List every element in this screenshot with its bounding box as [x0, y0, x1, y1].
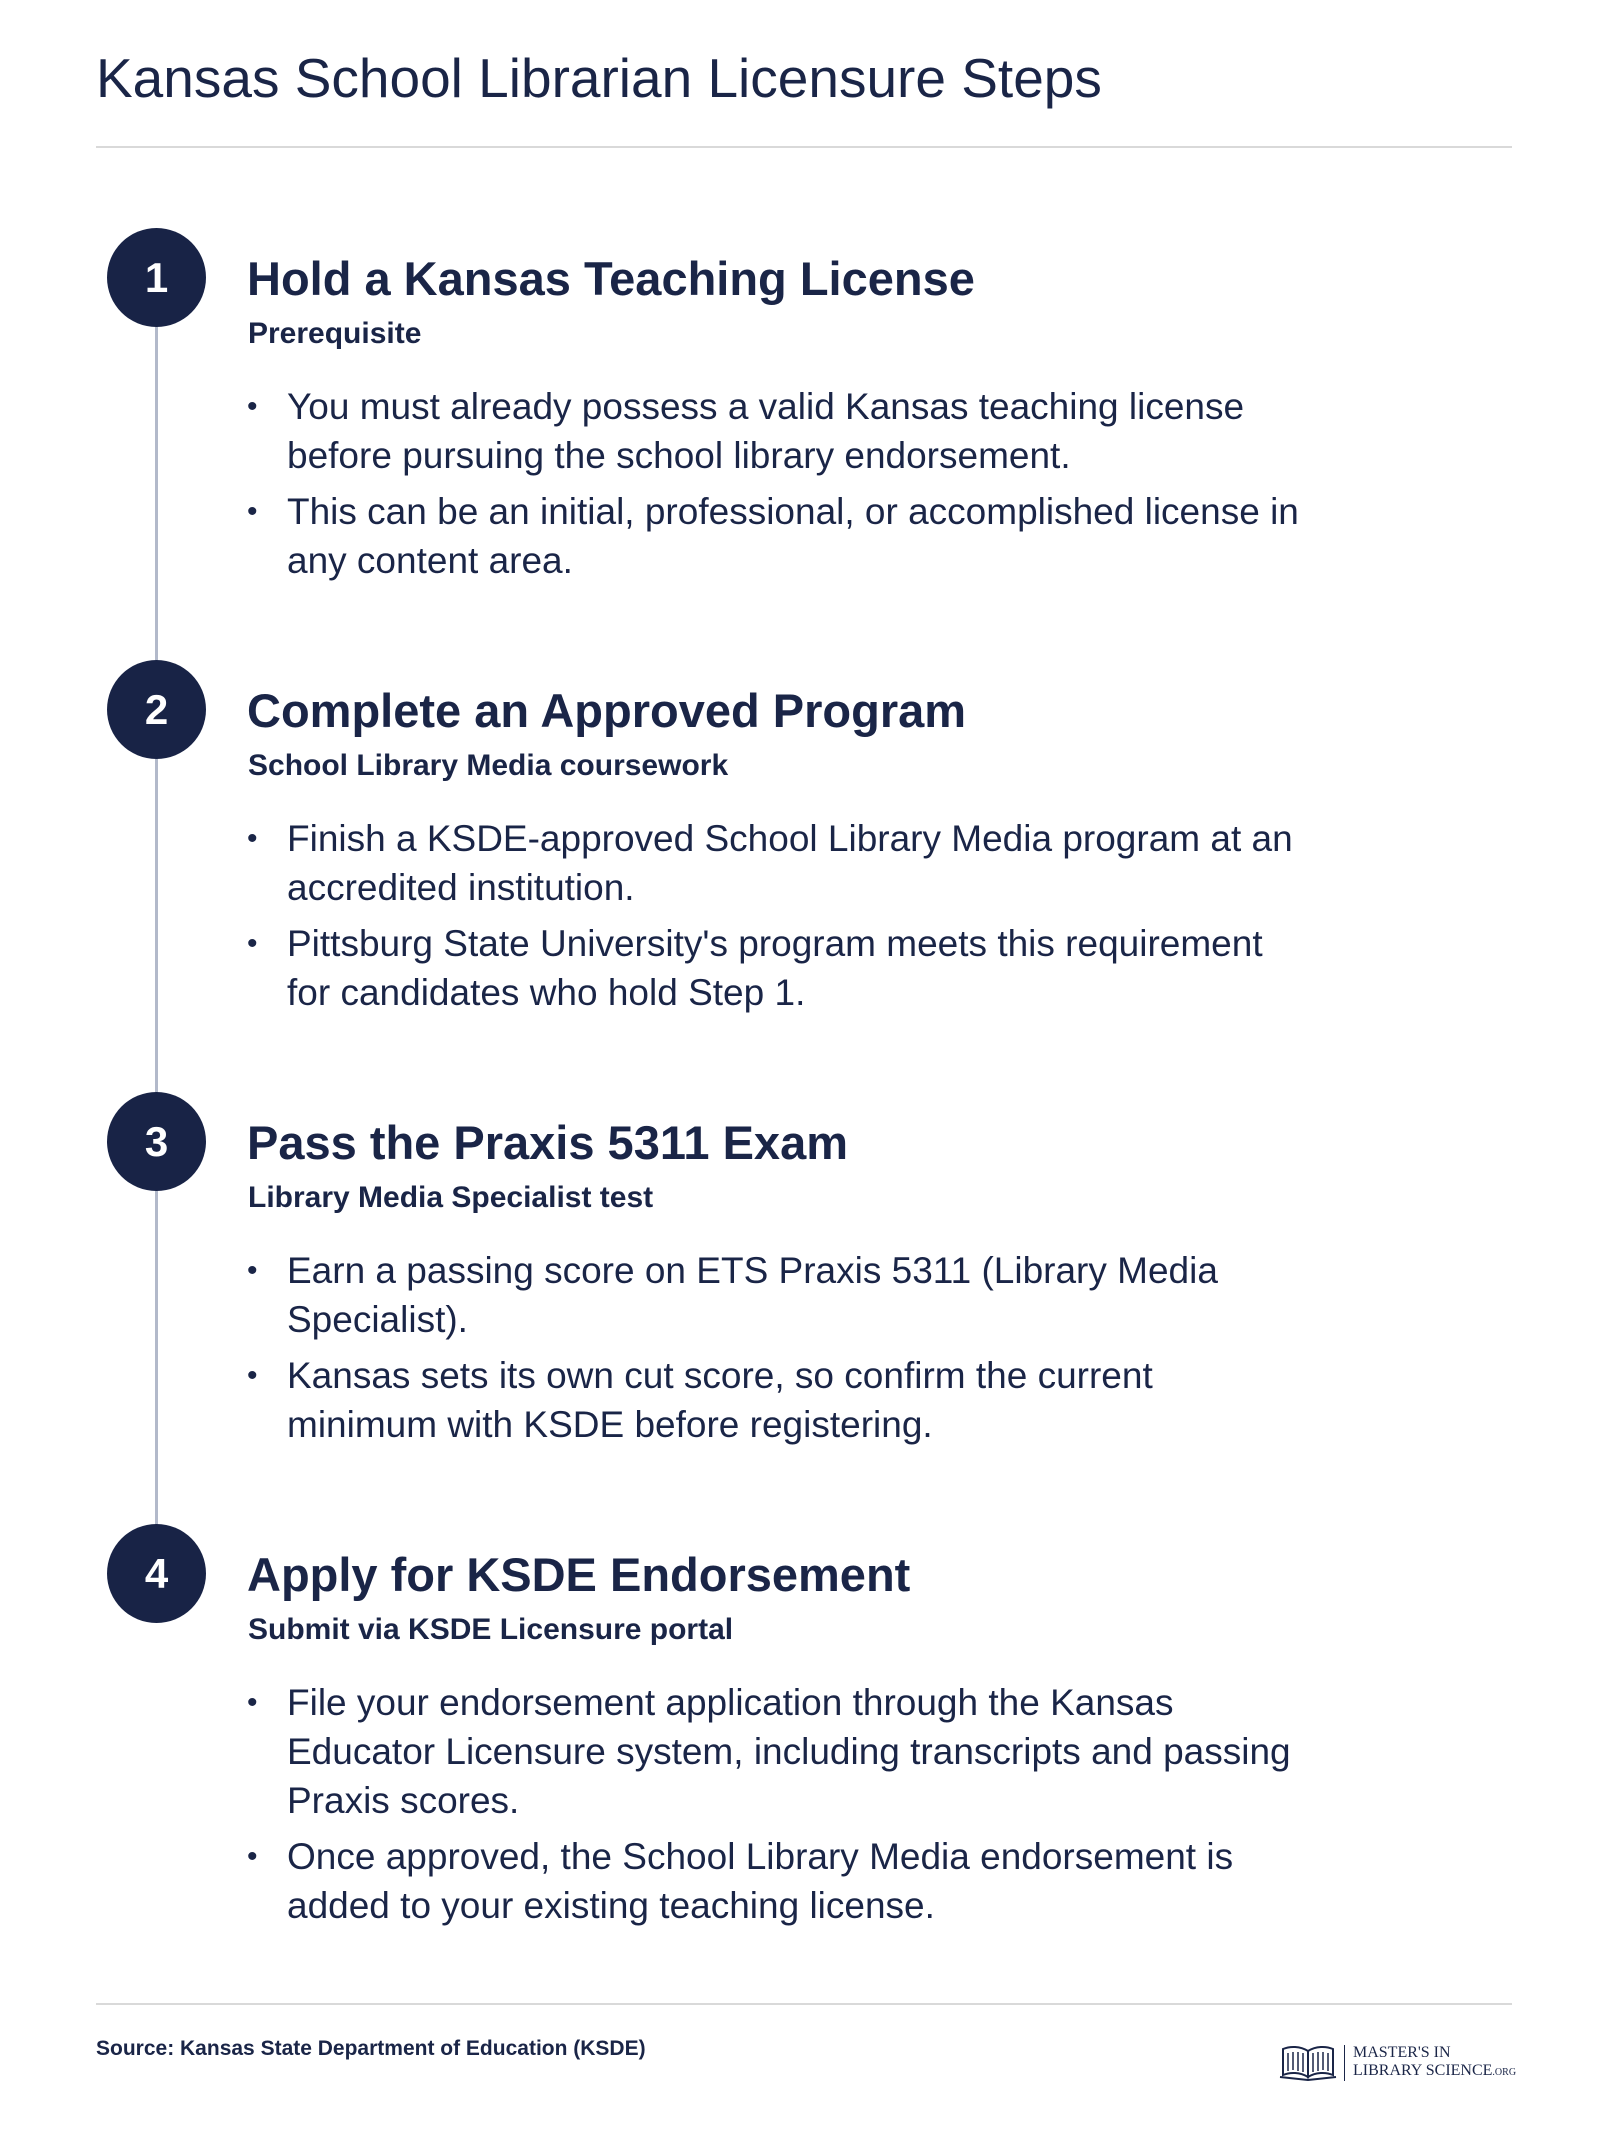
logo-wordmark: [1353, 2044, 1516, 2082]
step-number-badge: 2: [107, 660, 206, 759]
step-subtitle: School Library Media coursework: [248, 749, 729, 782]
logo-line-2-text: LIBRARY SCIENCE: [1353, 2062, 1493, 2079]
step-bullet-list: [247, 1246, 1307, 1456]
step-bullet-list: [247, 382, 1307, 592]
step-bullet: • Pittsburg State University's program meets this requirement for candidates who hold Step 1.: [247, 919, 1307, 1017]
page-title: Kansas School Librarian Licensure Steps: [96, 47, 1102, 109]
step-bullet: • Finish a KSDE-approved School Library Media program at an accredited institution.: [247, 814, 1307, 912]
step-bullet: • This can be an initial, professional, or accomplished license in any content area.: [247, 487, 1307, 585]
step-bullet: • Earn a passing score on ETS Praxis 5311 (Library Media Specialist).: [247, 1246, 1307, 1344]
step-subtitle: Prerequisite: [248, 317, 422, 350]
step-title: Complete an Approved Program: [247, 684, 967, 737]
footer-divider: [96, 2003, 1512, 2005]
step-bullet-list: [247, 814, 1307, 1024]
logo-divider: [1344, 2045, 1345, 2081]
logo-suffix: .ORG: [1492, 2067, 1517, 2078]
step-title: Apply for KSDE Endorsement: [247, 1548, 911, 1601]
logo-line-2: [1353, 2062, 1516, 2082]
logo-line-1: MASTER'S IN: [1353, 2044, 1451, 2061]
timeline-connector: [155, 278, 158, 1578]
site-logo: [1278, 2041, 1516, 2085]
step-subtitle: Submit via KSDE Licensure portal: [248, 1613, 734, 1646]
header-divider: [96, 146, 1512, 148]
source-citation: Source: Kansas State Department of Education (KSDE): [96, 2037, 646, 2060]
open-book-icon: [1278, 2041, 1338, 2086]
step-title: Pass the Praxis 5311 Exam: [247, 1116, 848, 1169]
step-number-badge: 4: [107, 1524, 206, 1623]
step-bullet: • Once approved, the School Library Media endorsement is added to your existing teaching license.: [247, 1832, 1307, 1930]
step-bullet-list: [247, 1678, 1307, 1937]
step-title: Hold a Kansas Teaching License: [247, 252, 975, 305]
step-bullet: • You must already possess a valid Kansas teaching license before pursuing the school library endorsement.: [247, 382, 1307, 480]
step-subtitle: Library Media Specialist test: [248, 1181, 654, 1214]
step-number-badge: 1: [107, 228, 206, 327]
step-bullet: • File your endorsement application through the Kansas Educator Licensure system, including transcripts and passing Praxis scores.: [247, 1678, 1307, 1825]
step-number-badge: 3: [107, 1092, 206, 1191]
step-bullet: • Kansas sets its own cut score, so confirm the current minimum with KSDE before registering.: [247, 1351, 1307, 1449]
